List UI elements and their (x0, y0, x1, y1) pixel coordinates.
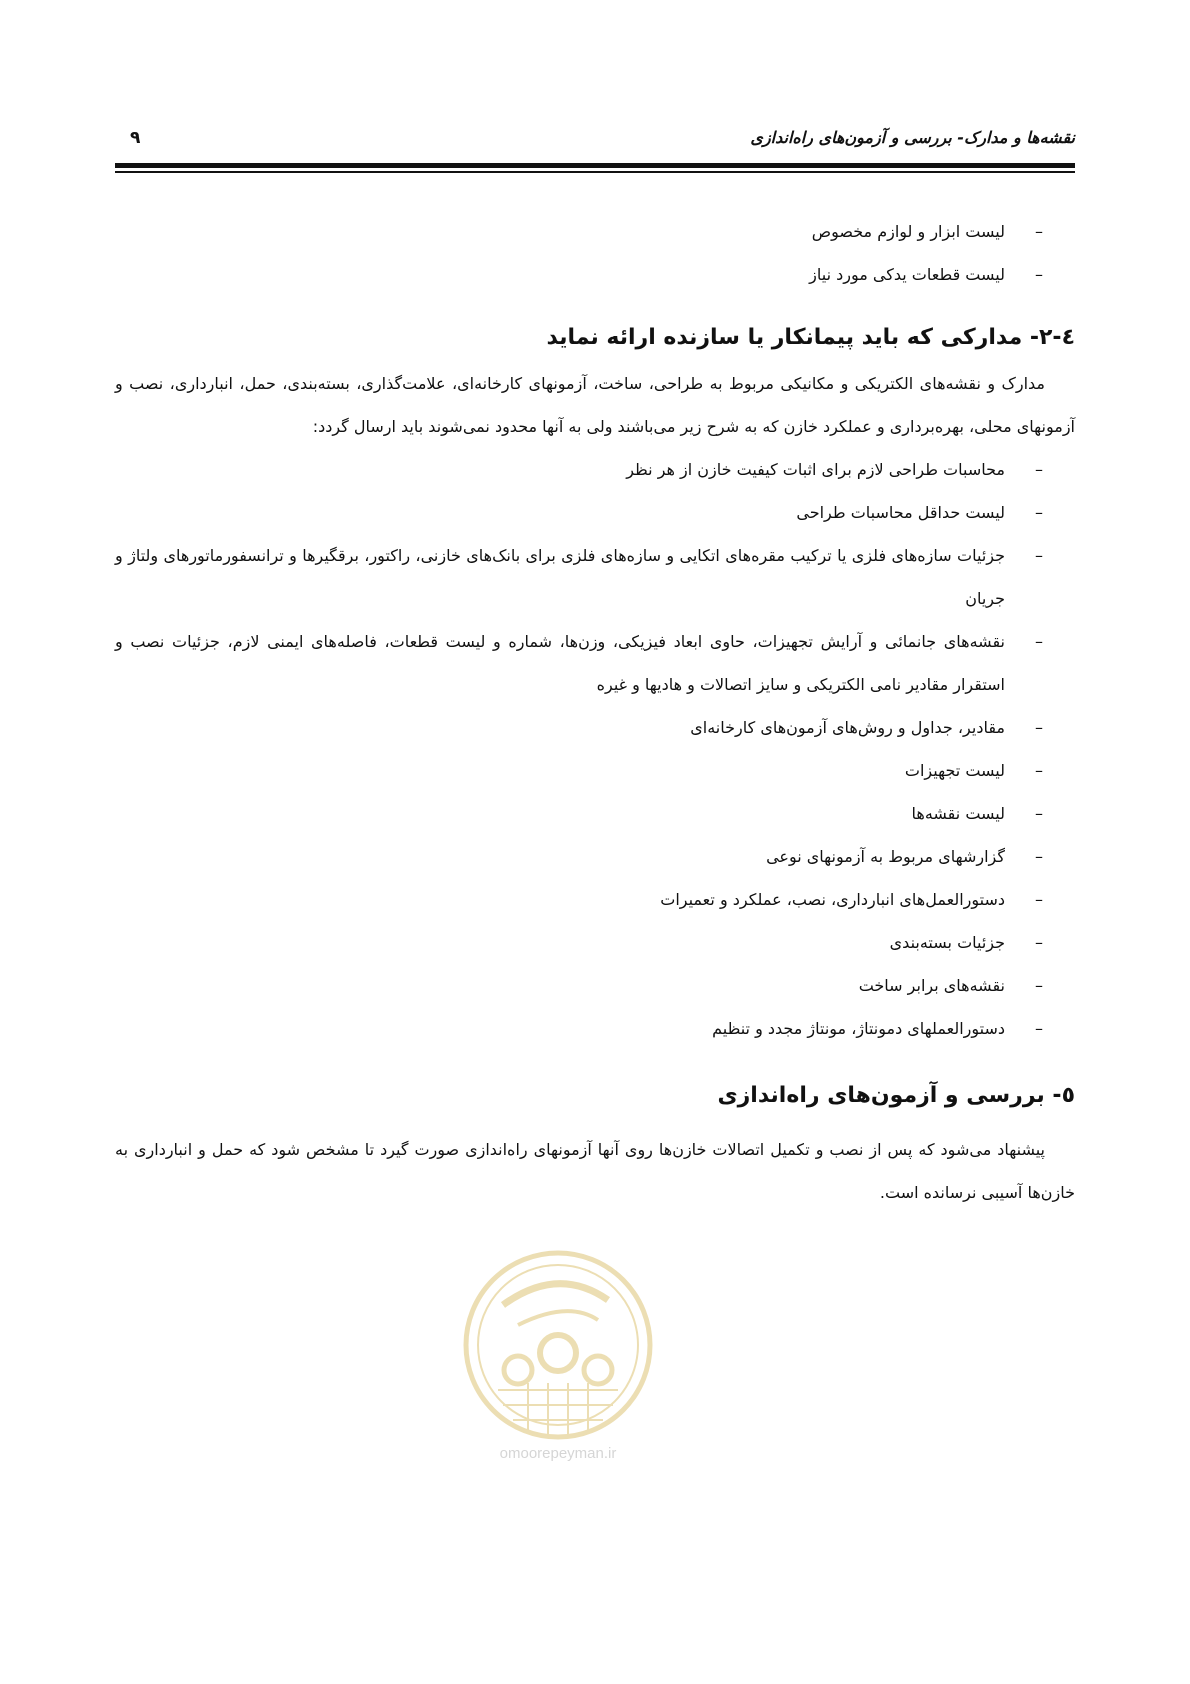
section-heading-5: ٥- بررسی و آزمون‌های راه‌اندازی (717, 1083, 1075, 1108)
header-rule-thick (115, 163, 1075, 168)
page-number: ۹ (130, 128, 141, 148)
list-bullet: – (1035, 503, 1043, 522)
list-item: – لیست قطعات یدکی مورد نیاز (115, 253, 1075, 296)
running-title: نقشه‌ها و مدارک- بررسی و آزمون‌های راه‌اندازی (750, 128, 1075, 147)
list-bullet: – (1035, 890, 1043, 909)
list-item: – محاسبات طراحی لازم برای اثبات کیفیت خازن از هر نظر (115, 448, 1075, 491)
list-item: – جزئیات سازه‌های فلزی یا ترکیب مقره‌های اتکایی و سازه‌های فلزی برای بانک‌های خازنی، راکتور، برقگیرها و ترانسفورماتورهای ولتاژ و جریان (115, 534, 1075, 620)
header-rule-thin (115, 171, 1075, 173)
page-header (115, 128, 1075, 154)
list-bullet: – (1035, 976, 1043, 995)
list-item: – دستورالعمل‌های انبارداری، نصب، عملکرد و تعمیرات (115, 878, 1075, 921)
section-4-2-paragraph: مدارک و نقشه‌های الکتریکی و مکانیکی مربوط به طراحی، ساخت، آزمونهای کارخانه‌ای، علامت‌گذاری، بسته‌بندی، حمل، انبارداری، نصب و آزمونهای محلی، بهره‌برداری و عملکرد خازن که به شرح زیر می‌باشند ولی به آنها محدود نمی‌شوند باید ارسال گردد: (115, 374, 1075, 436)
list-item: – نقشه‌های جانمائی و آرایش تجهیزات، حاوی ابعاد فیزیکی، وزن‌ها، شماره و لیست قطعات، فاصله‌های ایمنی لازم، جزئیات نصب و استقرار مقادیر نامی الکتریکی و سایز اتصالات و هادیها و غیره (115, 620, 1075, 706)
list-bullet: – (1035, 460, 1043, 479)
watermark (458, 1245, 658, 1485)
list-item: – جزئیات بسته‌بندی (115, 921, 1075, 964)
list-bullet: – (1035, 222, 1043, 241)
list-bullet: – (1035, 761, 1043, 780)
list-bullet: – (1035, 632, 1043, 651)
list-bullet: – (1035, 933, 1043, 952)
list-item: – لیست ابزار و لوازم مخصوص (115, 210, 1075, 253)
list-bullet: – (1035, 546, 1043, 565)
watermark-caption: omoorepeyman.ir (499, 1445, 617, 1462)
list-item: – گزارشهای مربوط به آزمونهای نوعی (115, 835, 1075, 878)
section-5-paragraph: پیشنهاد می‌شود که پس از نصب و تکمیل اتصالات خازن‌ها روی آنها آزمونهای راه‌اندازی صورت گیرد تا مشخص شود که حمل و انبارداری به خازن‌ها آسیبی نرسانده است. (115, 1140, 1075, 1202)
list-item: – لیست نقشه‌ها (115, 792, 1075, 835)
page-content (115, 210, 1075, 1214)
list-item: – نقشه‌های برابر ساخت (115, 964, 1075, 1007)
list-bullet: – (1035, 847, 1043, 866)
list-bullet: – (1035, 1019, 1043, 1038)
list-bullet: – (1035, 804, 1043, 823)
top-list (115, 210, 1075, 296)
list-item: – لیست حداقل محاسبات طراحی (115, 491, 1075, 534)
section-heading-4-2: ٤-٢- مدارکی که باید پیمانکار یا سازنده ارائه نماید (546, 325, 1075, 350)
list-item: – دستورالعملهای دمونتاژ، مونتاژ مجدد و تنظیم (115, 1007, 1075, 1050)
list-bullet: – (1035, 718, 1043, 737)
list-bullet: – (1035, 265, 1043, 284)
list-item: – لیست تجهیزات (115, 749, 1075, 792)
list-item: – مقادیر، جداول و روش‌های آزمون‌های کارخانه‌ای (115, 706, 1075, 749)
deliverables-list (115, 448, 1075, 1050)
